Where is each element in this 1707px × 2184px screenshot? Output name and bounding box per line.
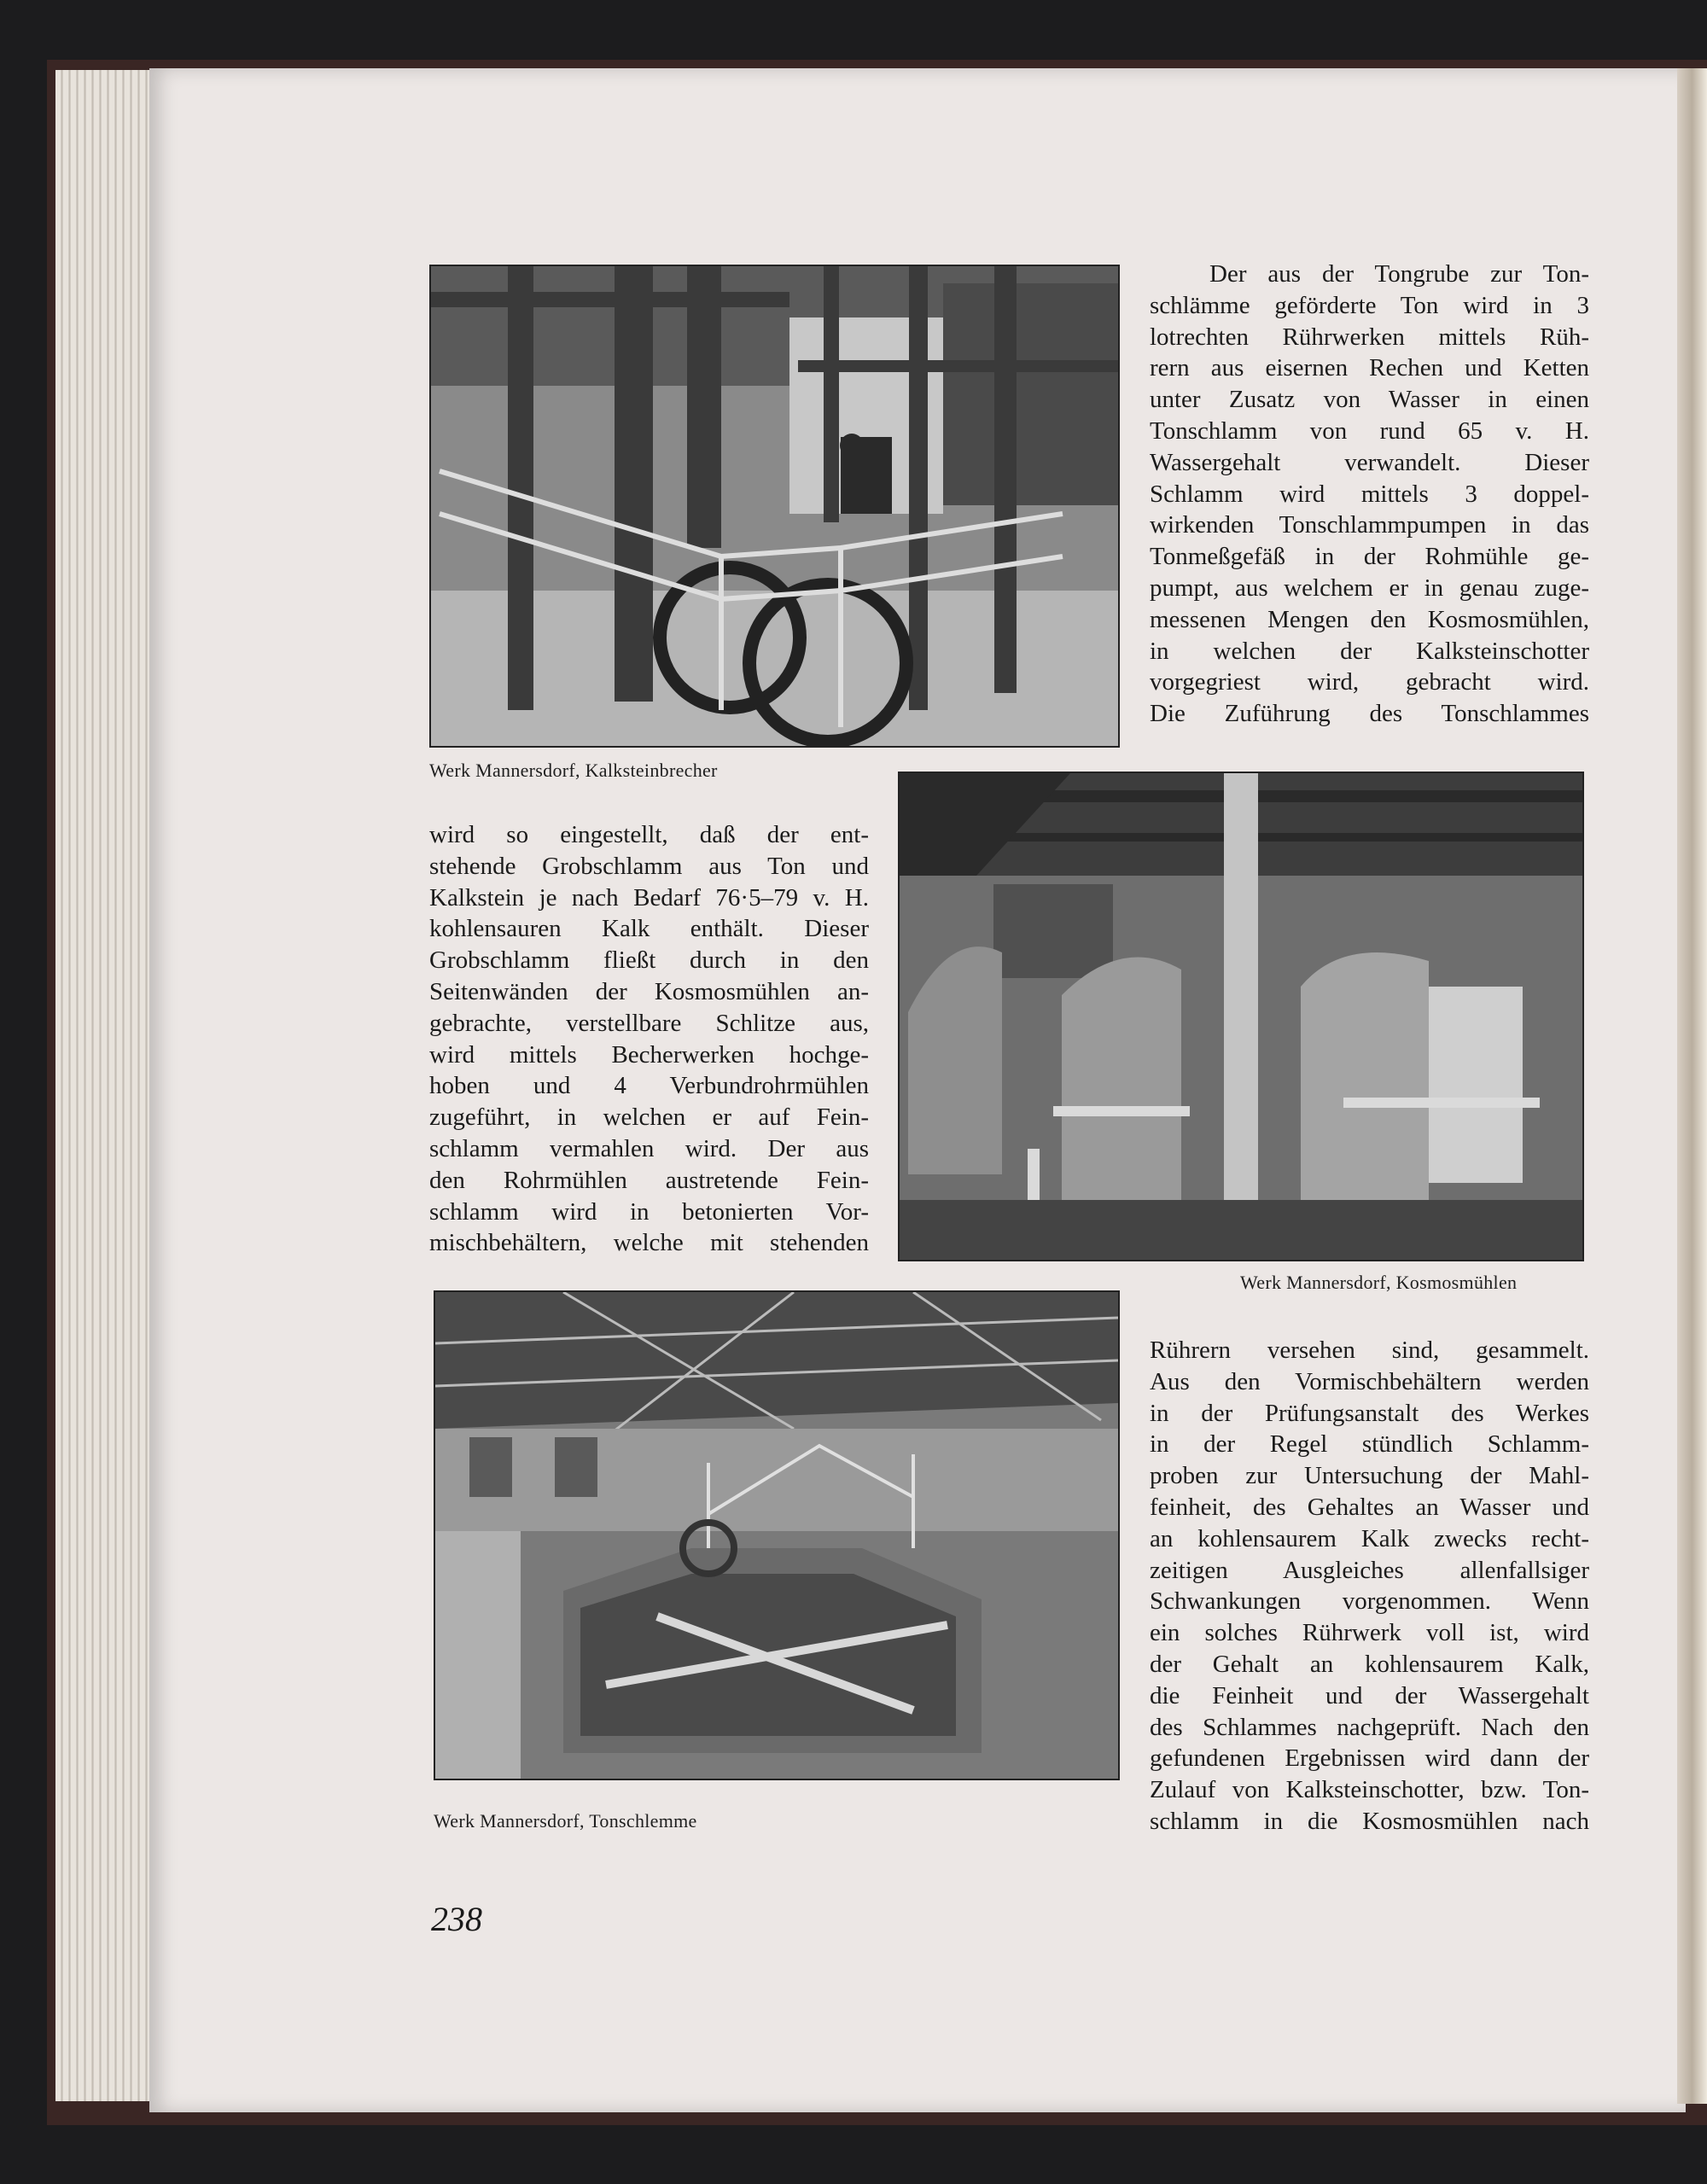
text-line: Zulauf von Kalksteinschotter, bzw. Ton-	[1150, 1776, 1589, 1804]
text-line: Schlamm wird mittels 3 doppel-	[1150, 480, 1589, 508]
text-line: Aus den Vormischbehältern werden	[1150, 1367, 1589, 1395]
text-block-2	[429, 819, 869, 1259]
text-line: Seitenwänden der Kosmosmühlen an-	[429, 977, 869, 1005]
photo-tonschlemme	[434, 1290, 1120, 1780]
text-line: den Rohrmühlen austretende Fein-	[429, 1166, 869, 1194]
text-line: rern aus eisernen Rechen und Ketten	[1150, 354, 1589, 382]
text-line: feinheit, des Gehaltes an Wasser und	[1150, 1493, 1589, 1521]
text-line: an kohlensaurem Kalk zwecks recht-	[1150, 1524, 1589, 1552]
text-line: in der Regel stündlich Schlamm-	[1150, 1430, 1589, 1459]
text-line: in der Prüfungsanstalt des Werkes	[1150, 1399, 1589, 1427]
page-number: 238	[431, 1900, 482, 1938]
text-line: wird mittels Becherwerken hochge-	[429, 1040, 869, 1069]
text-line: Tonschlamm von rund 65 v. H.	[1150, 416, 1589, 445]
text-line: proben zur Untersuchung der Mahl-	[1150, 1462, 1589, 1490]
text-line: zugeführt, in welchen er auf Fein-	[429, 1104, 869, 1132]
text-line: Kalkstein je nach Bedarf 76·5–79 v. H.	[429, 883, 869, 911]
text-line: lotrechten Rührwerken mittels Rüh-	[1150, 323, 1589, 351]
text-block-3	[1150, 1335, 1589, 1837]
photo-kosmosmuehlen	[898, 772, 1584, 1261]
text-line: pumpt, aus welchem er in genau zuge-	[1150, 574, 1589, 602]
text-line: in welchen der Kalksteinschotter	[1150, 637, 1589, 665]
text-line: zeitigen Ausgleiches allenfallsiger	[1150, 1556, 1589, 1584]
text-line: vorgegriest wird, gebracht wird.	[1150, 668, 1589, 696]
text-line: Der aus der Tongrube zur Ton-	[1209, 260, 1589, 288]
text-line: gefundenen Ergebnissen wird dann der	[1150, 1744, 1589, 1773]
text-line: messenen Mengen den Kosmosmühlen,	[1150, 605, 1589, 633]
text-line: Die Zuführung des Tonschlammes	[1150, 700, 1589, 728]
text-line: mischbehältern, welche mit stehenden	[429, 1229, 869, 1257]
text-line: gebrachte, verstellbare Schlitze aus,	[429, 1009, 869, 1037]
text-line: hoben und 4 Verbundrohrmühlen	[429, 1072, 869, 1100]
text-line: unter Zusatz von Wasser in einen	[1150, 386, 1589, 414]
text-line: schlamm wird in betonierten Vor-	[429, 1197, 869, 1226]
caption-kosmosmuehlen: Werk Mannersdorf, Kosmosmühlen	[1240, 1272, 1518, 1293]
text-line: Schwankungen vorgenommen. Wenn	[1150, 1587, 1589, 1616]
text-line: der Gehalt an kohlensaurem Kalk,	[1150, 1650, 1589, 1678]
text-line: kohlensauren Kalk enthält. Dieser	[429, 915, 869, 943]
text-line: schlamm vermahlen wird. Der aus	[429, 1134, 869, 1162]
text-block-1	[1150, 259, 1589, 730]
text-line: Tonmeßgefäß in der Rohmühle ge-	[1150, 543, 1589, 571]
text-line: schlamm in die Kosmosmühlen nach	[1150, 1807, 1589, 1835]
text-line: wird so eingestellt, daß der ent-	[429, 821, 869, 848]
page-right-edge	[1677, 68, 1707, 2104]
caption-kalksteinbrecher: Werk Mannersdorf, Kalksteinbrecher	[429, 760, 718, 781]
text-line: des Schlammes nachgeprüft. Nach den	[1150, 1713, 1589, 1741]
caption-tonschlemme: Werk Mannersdorf, Tonschlemme	[434, 1810, 697, 1832]
text-line: Wassergehalt verwandelt. Dieser	[1150, 448, 1589, 476]
text-line: Rührern versehen sind, gesammelt.	[1150, 1337, 1589, 1364]
text-line: stehende Grobschlamm aus Ton und	[429, 852, 869, 880]
text-line: die Feinheit und der Wassergehalt	[1150, 1681, 1589, 1709]
text-line: schlämme geförderte Ton wird in 3	[1150, 291, 1589, 319]
photo-kalksteinbrecher	[429, 265, 1120, 748]
text-line: Grobschlamm fließt durch in den	[429, 946, 869, 975]
text-line: ein solches Rührwerk voll ist, wird	[1150, 1619, 1589, 1647]
text-line: wirkenden Tonschlammpumpen in das	[1150, 511, 1589, 539]
